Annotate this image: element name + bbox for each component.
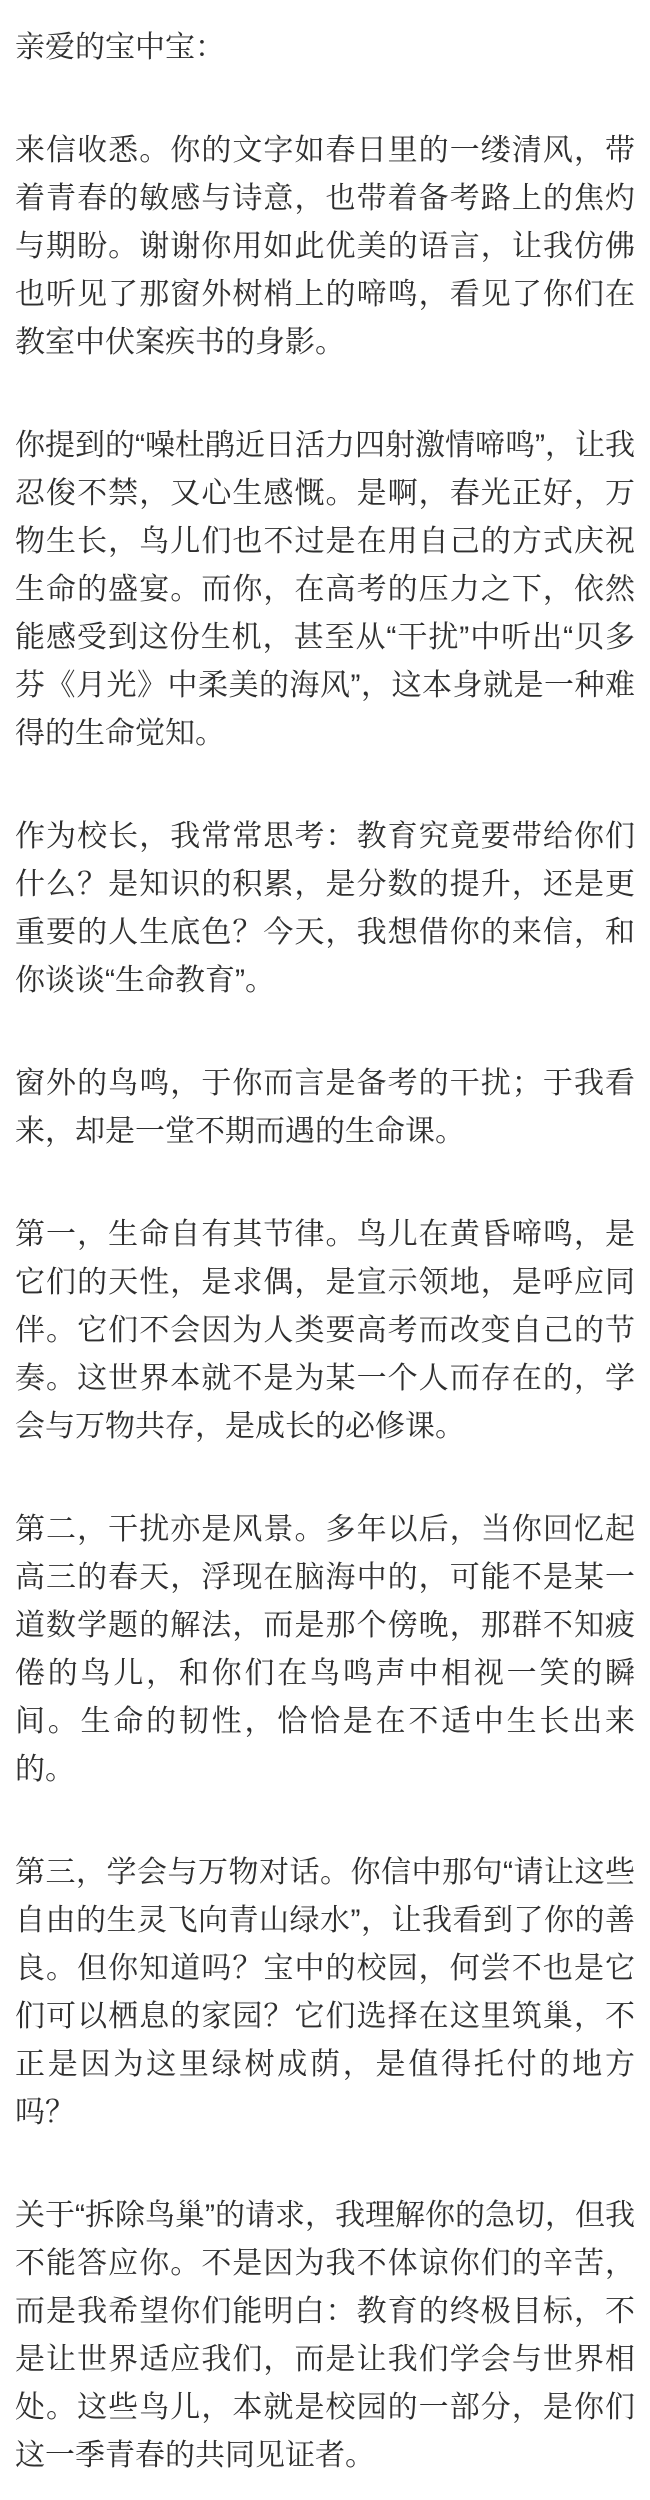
letter-paragraph: 作为校长，我常常思考：教育究竟要带给你们什么？是知识的积累，是分数的提升，还是更重要的人生底色？今天，我想借你的来信，和你谈谈“生命教育”。 bbox=[15, 820, 635, 997]
letter-paragraph: 第二，干扰亦是风景。多年以后，当你回忆起高三的春天，浮现在脑海中的，可能不是某一道数学题的解法，而是那个傍晚，那群不知疲倦的鸟儿，和你们在鸟鸣声中相视一笑的瞬间。生命的韧性，恰恰是在不适中生长出来的。 bbox=[15, 1513, 635, 1786]
letter-body bbox=[15, 24, 635, 2480]
letter-paragraph: 窗外的鸟鸣，于你而言是备考的干扰；于我看来，却是一堂不期而遇的生命课。 bbox=[15, 1067, 635, 1148]
letter-paragraph: 第一，生命自有其节律。鸟儿在黄昏啼鸣，是它们的天性，是求偶，是宣示领地，是呼应同伴。它们不会因为人类要高考而改变自己的节奏。这世界本就不是为某一个人而存在的，学会与万物共存，是成长的必修课。 bbox=[15, 1218, 635, 1443]
letter-paragraphs bbox=[15, 127, 635, 2480]
letter-paragraph: 第三，学会与万物对话。你信中那句“请让这些自由的生灵飞向青山绿水”，让我看到了你的善良。但你知道吗？宝中的校园，何尝不也是它们可以栖息的家园？它们选择在这里筑巢，不正是因为这里绿树成荫，是值得托付的地方吗？ bbox=[15, 1856, 635, 2129]
letter-paragraph: 关于“拆除鸟巢”的请求，我理解你的急切，但我不能答应你。不是因为我不体谅你们的辛苦，而是我希望你们能明白：教育的终极目标，不是让世界适应我们，而是让我们学会与世界相处。这些鸟儿，本就是校园的一部分，是你们这一季青春的共同见证者。 bbox=[15, 2199, 635, 2472]
letter-paragraph: 来信收悉。你的文字如春日里的一缕清风，带着青春的敏感与诗意，也带着备考路上的焦灼与期盼。谢谢你用如此优美的语言，让我仿佛也听见了那窗外树梢上的啼鸣，看见了你们在教室中伏案疾书的身影。 bbox=[15, 134, 635, 359]
letter-paragraph: 你提到的“噪杜鹃近日活力四射激情啼鸣”，让我忍俊不禁，又心生感慨。是啊，春光正好，万物生长，鸟儿们也不过是在用自己的方式庆祝生命的盛宴。而你，在高考的压力之下，依然能感受到这份生机，甚至从“干扰”中听出“贝多芬《月光》中柔美的海风”，这本身就是一种难得的生命觉知。 bbox=[15, 429, 635, 750]
letter-salutation: 亲爱的宝中宝： bbox=[15, 31, 225, 64]
